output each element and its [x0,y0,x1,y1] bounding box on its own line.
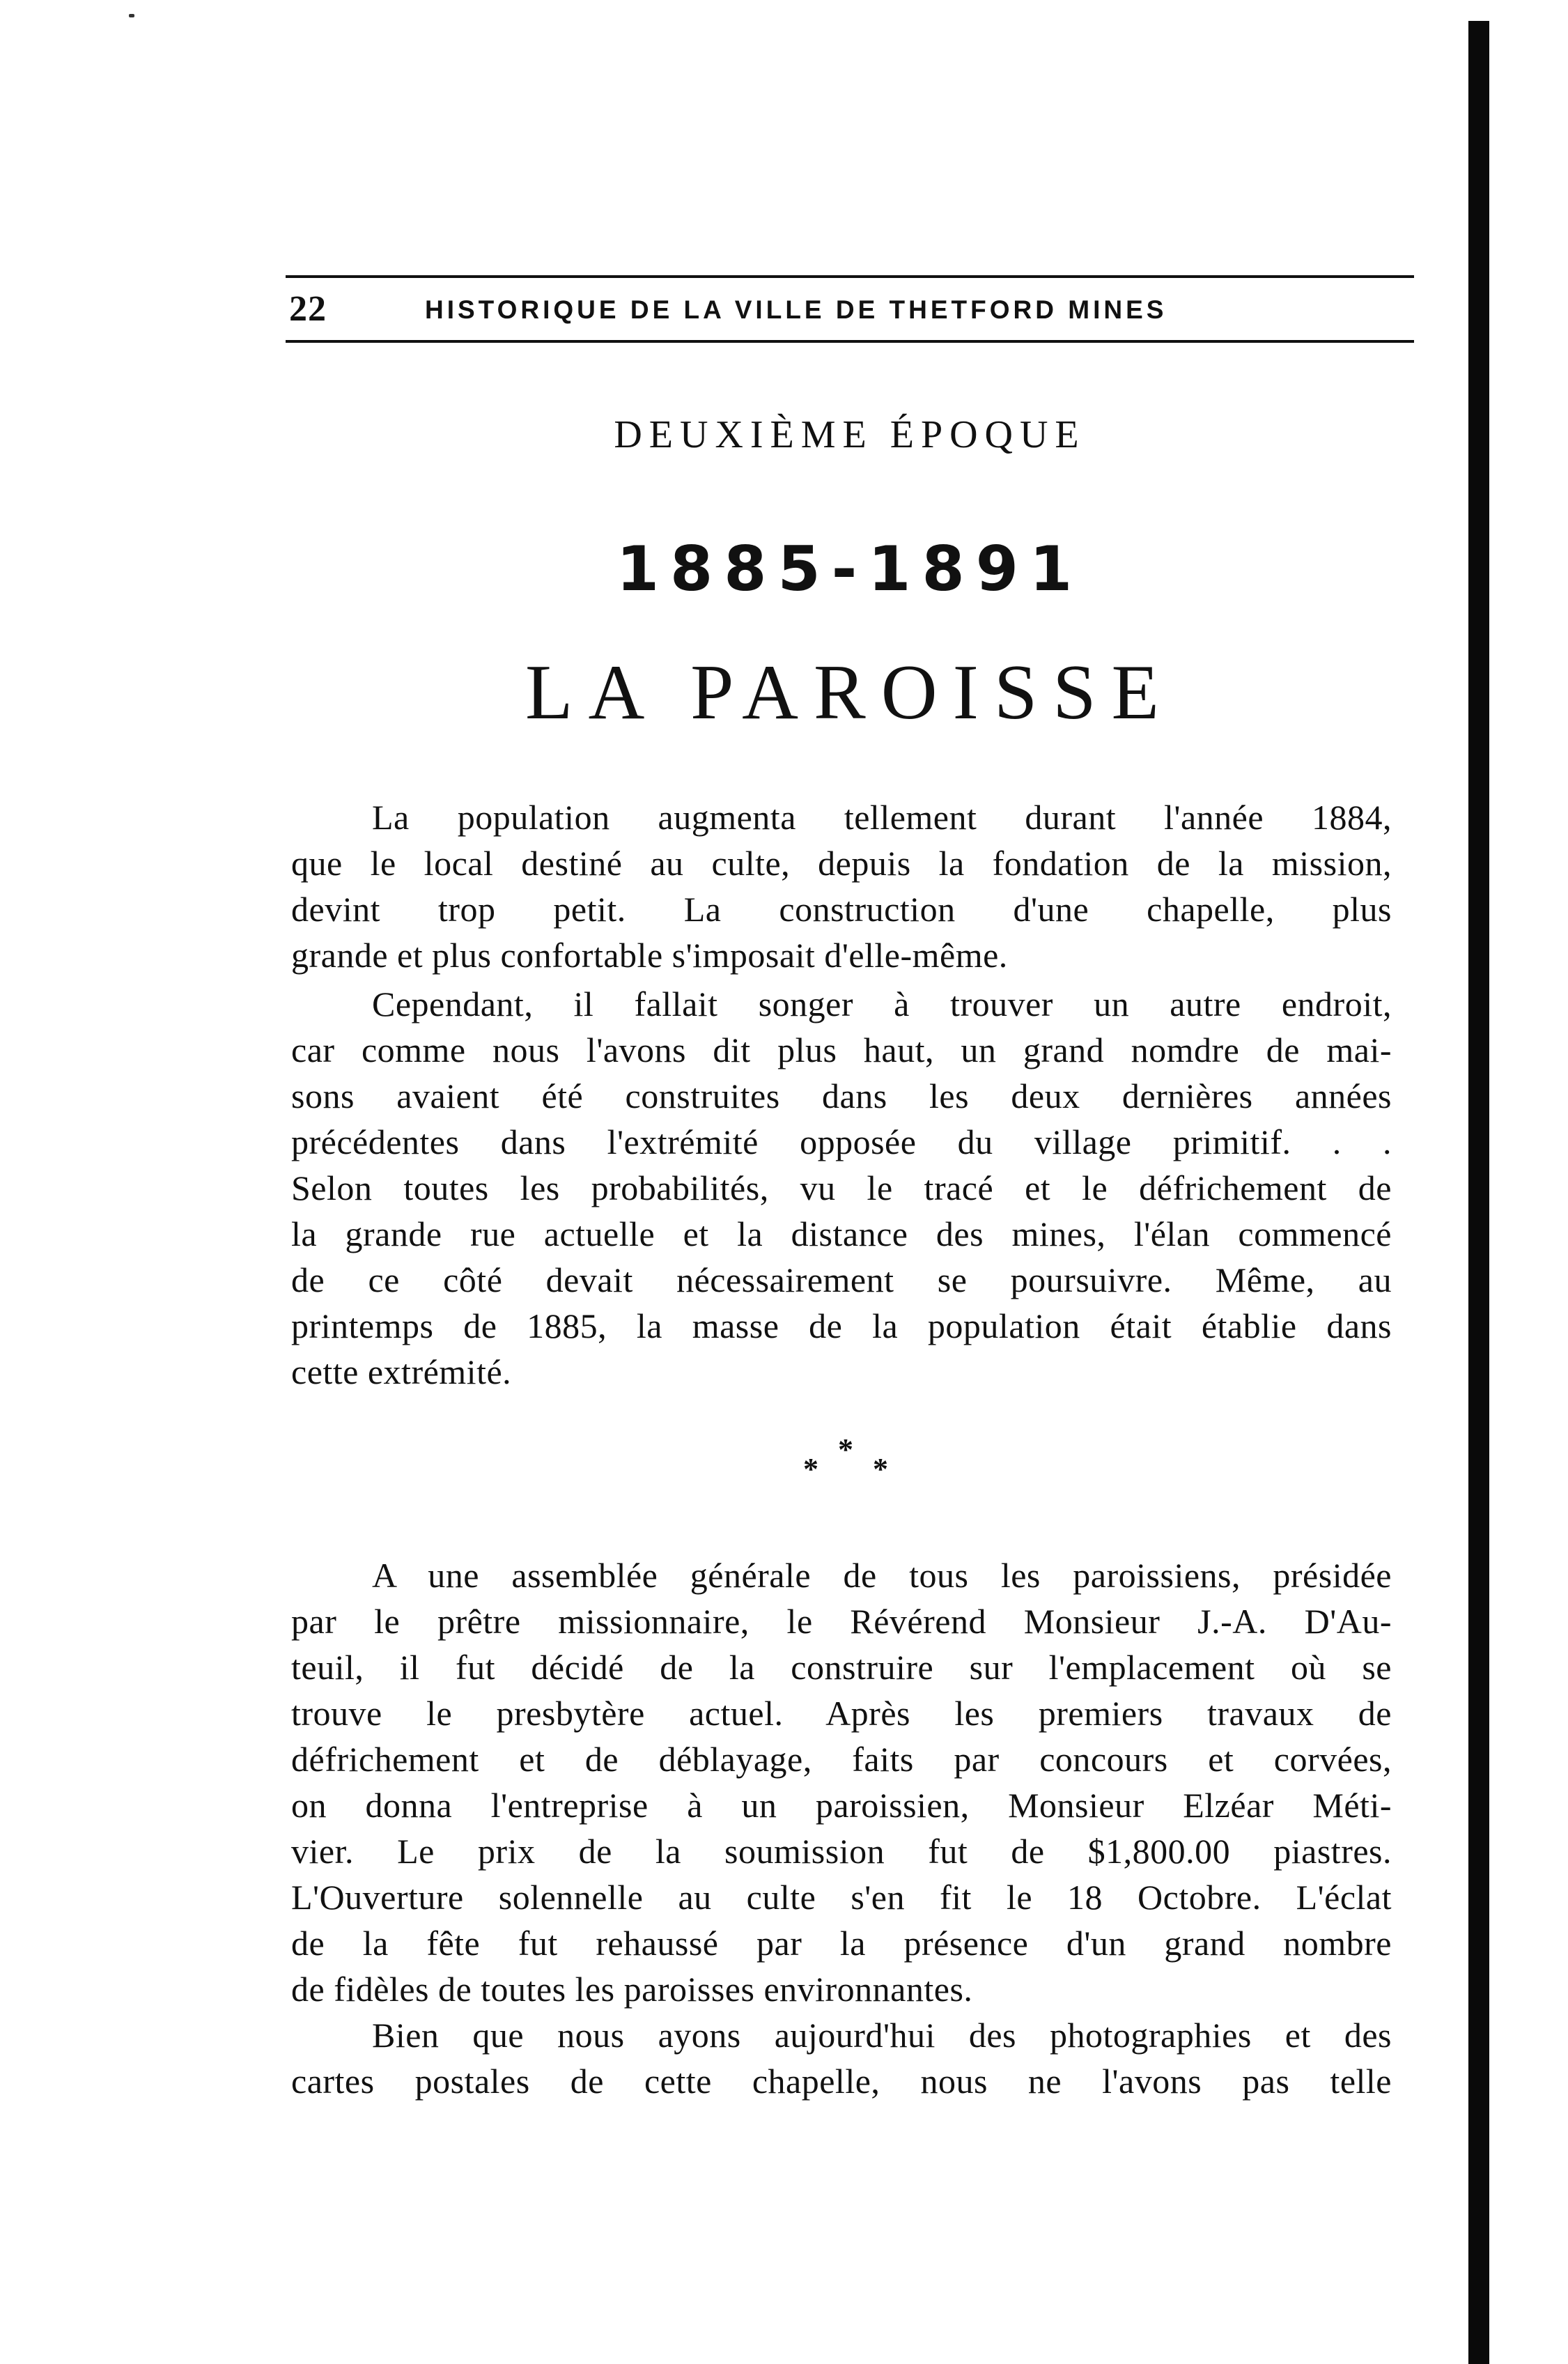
paragraph-2 [291,981,1392,1395]
text-line: teuil, il fut décidé de la construire sur l'emplacement où se [291,1648,1392,1687]
text-line: que le local destiné au culte, depuis la fondation de la mission, [291,844,1392,883]
asterisk: * [803,1452,818,1486]
header-rule-top [286,275,1414,278]
text-line: devint trop petit. La construction d'une chapelle, plus [291,890,1392,929]
text-line: de fidèles de toutes les paroisses environnantes. [291,1970,973,2009]
text-line: la grande rue actuelle et la distance des mines, l'élan commencé [291,1214,1392,1253]
header-rule-bottom [286,340,1414,343]
scan-edge-shadow [1468,21,1489,2364]
years-heading: 1885-1891 [616,533,1084,605]
text-line: cartes postales de cette chapelle, nous ne l'avons pas telle [291,2062,1392,2101]
text-line: L'Ouverture solennelle au culte s'en fit le 18 Octobre. L'éclat [291,1878,1392,1917]
text-line: de la fête fut rehaussé par la présence d'un grand nombre [291,1924,1392,1963]
scan-speck [129,14,134,17]
running-title: HISTORIQUE DE LA VILLE DE THETFORD MINES [425,295,1167,324]
asterisk: * [873,1452,888,1486]
text-line: trouve le presbytère actuel. Après les premiers travaux de [291,1694,1392,1733]
text-line: on donna l'entreprise à un paroissien, Monsieur Elzéar Méti- [291,1786,1392,1825]
text-line: Bien que nous ayons aujourd'hui des photographies et des [372,2016,1392,2055]
paragraph-4 [291,2012,1392,2104]
text-line: grande et plus confortable s'imposait d'elle-même. [291,936,1008,975]
text-line: vier. Le prix de la soumission fut de $1,800.00 piastres. [291,1832,1392,1871]
paragraph-1 [291,794,1392,978]
chapter-title: LA PAROISSE [525,649,1174,736]
paragraph-3 [291,1552,1392,2012]
page-number: 22 [289,289,327,329]
text-line: par le prêtre missionnaire, le Révérend Monsieur J.-A. D'Au- [291,1602,1392,1641]
asterisk: * [838,1432,853,1467]
text-line: La population augmenta tellement durant l'année 1884, [372,798,1392,837]
text-line: de ce côté devait nécessairement se poursuivre. Même, au [291,1260,1392,1299]
text-line: cette extrémité. [291,1352,512,1391]
text-line: A une assemblée générale de tous les paroissiens, présidée [372,1556,1392,1595]
epoch-heading: DEUXIÈME ÉPOQUE [614,413,1086,456]
section-break-asterism [798,1432,902,1488]
text-line: Selon toutes les probabilités, vu le tracé et le défrichement de [291,1168,1392,1207]
text-line: printemps de 1885, la masse de la population était établie dans [291,1306,1392,1345]
running-head [286,286,1414,334]
text-line: sons avaient été construites dans les deux dernières années [291,1076,1392,1115]
text-line: défrichement et de déblayage, faits par concours et corvées, [291,1740,1392,1779]
text-line: précédentes dans l'extrémité opposée du village primitif. . . [291,1122,1392,1161]
text-line: Cependant, il fallait songer à trouver un autre endroit, [372,984,1392,1023]
text-line: car comme nous l'avons dit plus haut, un grand nomdre de mai- [291,1030,1392,1069]
